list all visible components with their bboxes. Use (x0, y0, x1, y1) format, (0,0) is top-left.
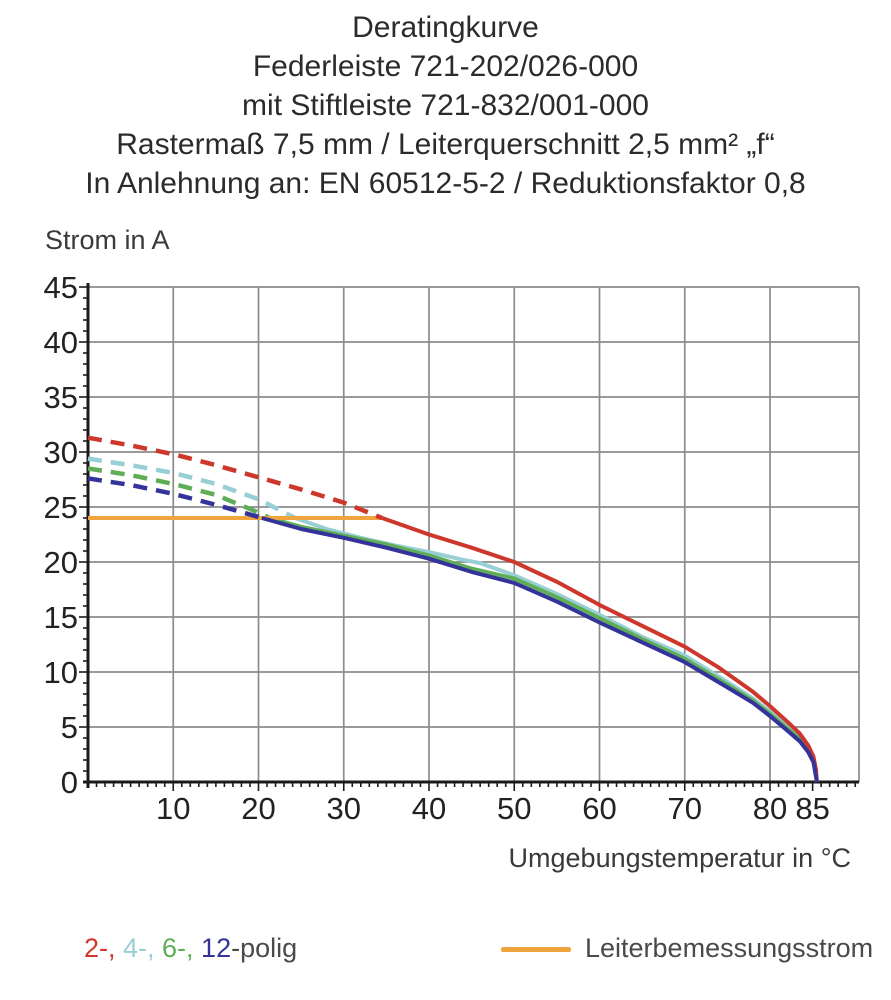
x-tick-label: 40 (411, 791, 447, 826)
y-tick-label: 40 (43, 325, 78, 360)
curve-12-polig (262, 518, 817, 782)
title-line-stiftleiste: mit Stiftleiste 721-832/001-000 (242, 89, 649, 122)
x-tick-label: 85 (795, 791, 830, 826)
y-tick-label: 15 (43, 600, 78, 635)
x-tick-label: 50 (497, 791, 532, 826)
curve-4-polig (295, 518, 817, 782)
y-tick-label: 25 (43, 490, 78, 525)
rated-current-line-swatch (501, 947, 571, 952)
legend-pole-counts (84, 933, 297, 964)
x-tick-label: 60 (582, 791, 617, 826)
y-tick-label: 35 (43, 380, 78, 415)
x-tick-label: 80 (752, 791, 788, 826)
legend-pole-item: 2-, (84, 933, 116, 963)
legend-pole-item: 4-, (115, 933, 155, 963)
y-tick-label: 30 (43, 435, 78, 470)
title-line-norm: In Anlehnung an: EN 60512-5-2 / Reduktionsfaktor 0,8 (85, 167, 806, 200)
title-line-federleiste: Federleiste 721-202/026-000 (252, 50, 639, 83)
y-tick-label: 45 (43, 270, 78, 305)
legend-rated-current (501, 933, 873, 964)
curve-6-polig (270, 518, 817, 782)
title-line-product: Deratingkurve (352, 11, 539, 44)
legend-pole-item: -polig (231, 933, 298, 963)
y-tick-label: 0 (60, 765, 78, 800)
rated-current-label: Leiterbemessungsstrom (585, 933, 874, 963)
x-axis-title: Umgebungstemperatur in °C (508, 843, 851, 873)
title-line-rastermass: Rastermaß 7,5 mm / Leiterquerschnitt 2,5 mm² „f“ (116, 128, 775, 161)
x-tick-label: 20 (241, 791, 276, 826)
y-tick-label: 5 (60, 710, 78, 745)
x-tick-label: 10 (156, 791, 191, 826)
y-tick-label: 20 (43, 545, 78, 580)
curve-2-polig-dashed (88, 438, 382, 518)
y-tick-label: 10 (43, 655, 78, 690)
legend-pole-item: 12 (193, 933, 232, 963)
x-tick-label: 70 (667, 791, 702, 826)
curve-12-polig-dashed (88, 478, 262, 518)
x-tick-label: 30 (326, 791, 361, 826)
legend-pole-item: 6-, (154, 933, 194, 963)
y-axis-title: Strom in A (45, 225, 170, 255)
